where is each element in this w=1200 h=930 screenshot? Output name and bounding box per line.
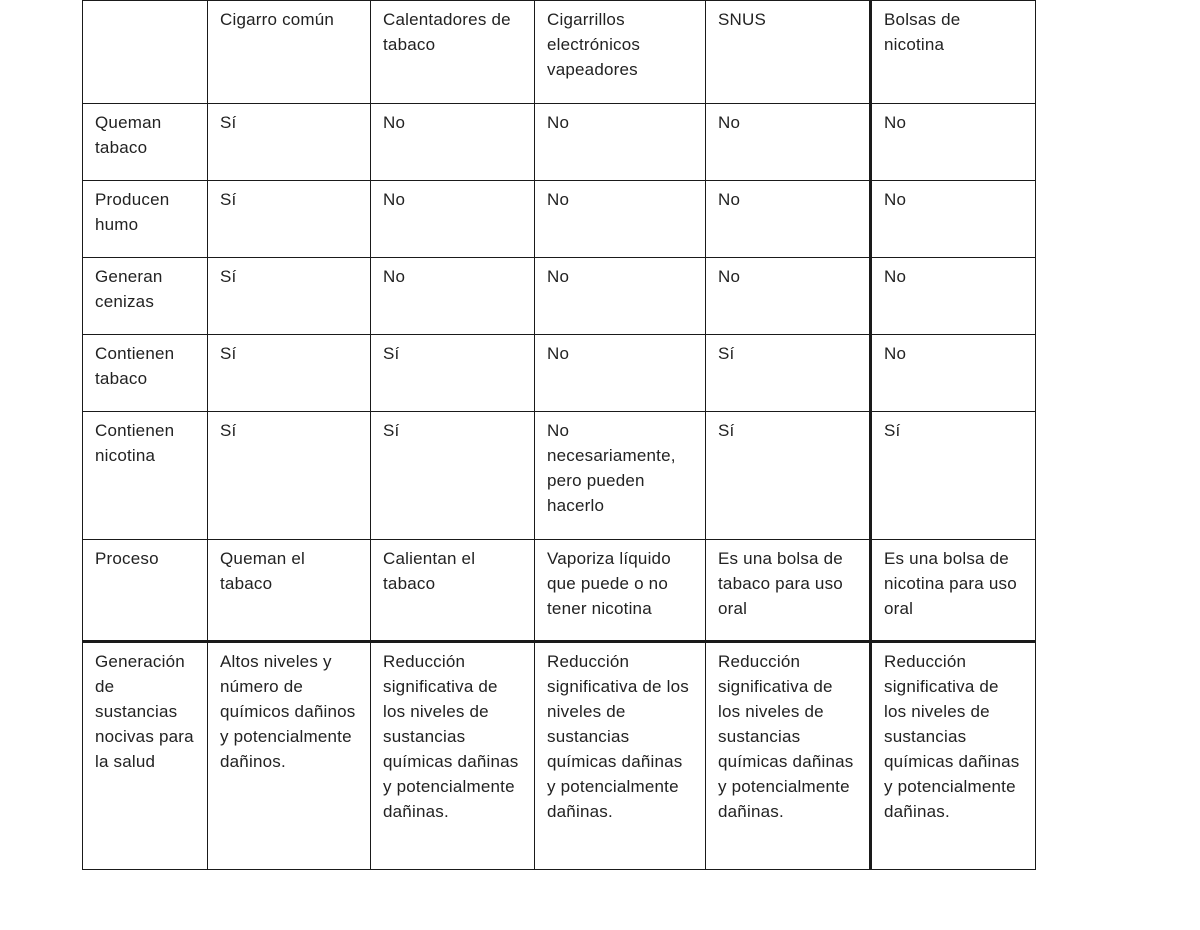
table-cell: Sí <box>208 335 371 412</box>
table-row <box>83 540 1036 642</box>
table-cell: No <box>706 181 871 258</box>
table-cell: Sí <box>871 412 1036 540</box>
table-cell: Queman el tabaco <box>208 540 371 642</box>
row-label: Generación de sustancias nocivas para la salud <box>83 642 208 870</box>
table-cell: No <box>706 104 871 181</box>
table-cell: No <box>871 181 1036 258</box>
table-row <box>83 104 1036 181</box>
column-header-cigarro: Cigarro común <box>208 1 371 104</box>
table-cell: Altos niveles y número de químicos dañinos y potencialmente dañinos. <box>208 642 371 870</box>
table-cell: No <box>706 258 871 335</box>
table-cell: No <box>371 181 535 258</box>
column-header-snus: SNUS <box>706 1 871 104</box>
table-cell: Calientan el tabaco <box>371 540 535 642</box>
column-header-cigarrillos-electronicos: Cigarrillos electrónicos vapeadores <box>535 1 706 104</box>
table-cell: Sí <box>208 258 371 335</box>
table-cell: Sí <box>208 104 371 181</box>
table-cell: No <box>535 258 706 335</box>
table-cell: No <box>371 258 535 335</box>
table-row <box>83 642 1036 870</box>
table-row <box>83 181 1036 258</box>
table-cell: No <box>535 104 706 181</box>
table-cell: Sí <box>208 412 371 540</box>
table-cell: Sí <box>371 412 535 540</box>
table-cell: No <box>871 104 1036 181</box>
table-cell: No <box>871 258 1036 335</box>
corner-cell <box>83 1 208 104</box>
table-cell: Reducción significativa de los niveles de sustancias químicas dañinas y potencialmente dañinas. <box>871 642 1036 870</box>
table-cell: No <box>535 181 706 258</box>
table-cell: Es una bolsa de tabaco para uso oral <box>706 540 871 642</box>
table-cell: Sí <box>371 335 535 412</box>
table-row <box>83 335 1036 412</box>
table-cell: No <box>371 104 535 181</box>
table-cell: No <box>871 335 1036 412</box>
table-cell: Reducción significativa de los niveles de sustancias químicas dañinas y potencialmente dañinas. <box>371 642 535 870</box>
table-cell: Reducción significativa de los niveles de sustancias químicas dañinas y potencialmente dañinas. <box>706 642 871 870</box>
table-row <box>83 258 1036 335</box>
header-row <box>83 1 1036 104</box>
row-label: Generan cenizas <box>83 258 208 335</box>
column-header-bolsas: Bolsas de nicotina <box>871 1 1036 104</box>
table-cell: Reducción significativa de los niveles de sustancias químicas dañinas y potencialmente dañinas. <box>535 642 706 870</box>
table-cell: No necesariamente, pero pueden hacerlo <box>535 412 706 540</box>
table-cell: Sí <box>706 335 871 412</box>
row-label: Queman tabaco <box>83 104 208 181</box>
row-label: Proceso <box>83 540 208 642</box>
row-label: Contienen nicotina <box>83 412 208 540</box>
comparison-table <box>82 0 1036 870</box>
table-cell: Vaporiza líquido que puede o no tener nicotina <box>535 540 706 642</box>
row-label: Contienen tabaco <box>83 335 208 412</box>
column-header-calentadores: Calentadores de tabaco <box>371 1 535 104</box>
table-cell: Es una bolsa de nicotina para uso oral <box>871 540 1036 642</box>
table-cell: No <box>535 335 706 412</box>
table-row <box>83 412 1036 540</box>
row-label: Producen humo <box>83 181 208 258</box>
table-cell: Sí <box>208 181 371 258</box>
table-cell: Sí <box>706 412 871 540</box>
